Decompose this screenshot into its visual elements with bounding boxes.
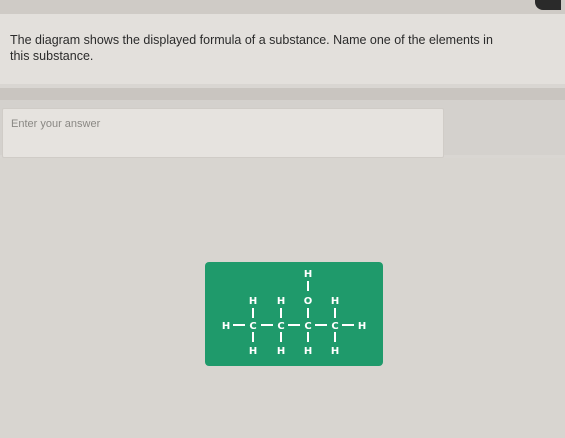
question-area <box>0 14 565 84</box>
atom-o: O <box>303 296 313 307</box>
atom-h: H <box>276 296 286 307</box>
displayed-formula-diagram <box>205 262 383 366</box>
atom-h: H <box>357 321 367 332</box>
atom-c: C <box>331 321 339 332</box>
top-bar <box>0 0 565 14</box>
atom-h: H <box>221 321 231 332</box>
question-text: The diagram shows the displayed formula of a substance. Name one of the elements in this substance. <box>10 33 493 63</box>
atom-h: H <box>330 346 340 357</box>
atom-c: C <box>277 321 285 332</box>
atom-c: C <box>304 321 312 332</box>
atom-c: C <box>249 321 257 332</box>
atom-h: H <box>276 346 286 357</box>
divider <box>0 88 565 100</box>
status-badge <box>535 0 561 10</box>
answer-placeholder: Enter your answer <box>11 118 101 130</box>
answer-input[interactable] <box>2 108 444 158</box>
atom-h: H <box>303 346 313 357</box>
atom-h: H <box>303 269 313 280</box>
atom-h: H <box>248 346 258 357</box>
atom-h: H <box>248 296 258 307</box>
atom-h: H <box>330 296 340 307</box>
